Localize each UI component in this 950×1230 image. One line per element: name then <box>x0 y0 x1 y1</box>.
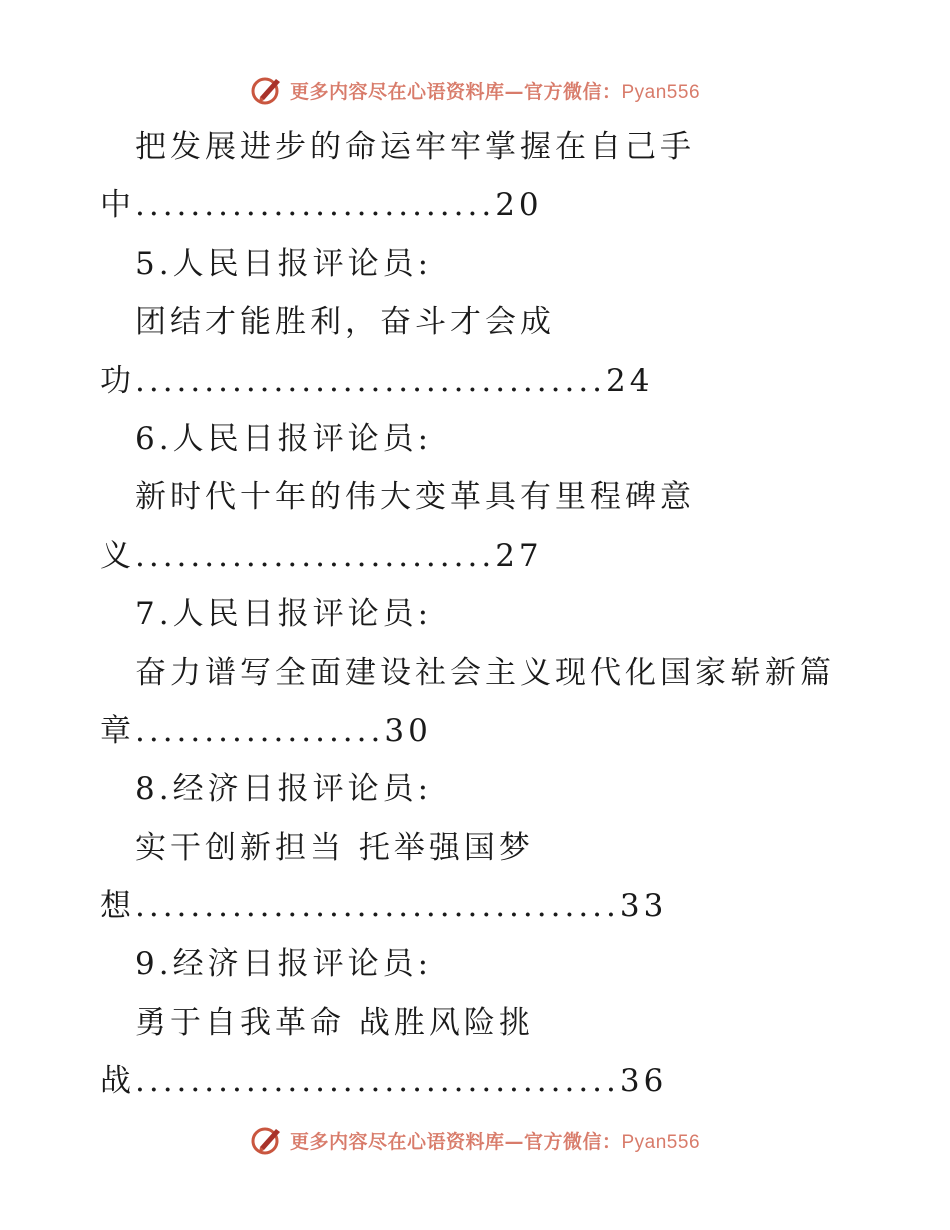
watermark-text: 更多内容尽在心语资料库—官方微信：Pyan556 <box>289 1130 701 1153</box>
header-watermark <box>0 70 950 110</box>
table-of-contents <box>0 118 950 1111</box>
pen-nib-circle-icon <box>250 73 284 107</box>
toc-title-line: 把发展进步的命运牢牢掌握在自己手 <box>135 129 695 165</box>
toc-entry-line[interactable]: 战...................................36 <box>100 1063 668 1100</box>
toc-title-line: 勇于自我革命 战胜风险挑 <box>135 1004 534 1041</box>
footer-watermark <box>0 1120 950 1160</box>
toc-title-line: 团结才能胜利，奋斗才会成 <box>135 304 555 341</box>
toc-entry-line[interactable]: 中..........................20 <box>100 187 543 224</box>
toc-title-line: 奋力谱写全面建设社会主义现代化国家崭新篇 <box>135 654 835 691</box>
toc-entry-line[interactable]: 义..........................27 <box>100 537 543 574</box>
toc-heading-line: 5.人民日报评论员: <box>135 245 433 282</box>
toc-entry-line[interactable]: 功..................................24 <box>100 362 654 399</box>
toc-heading-line: 7.人民日报评论员: <box>135 596 433 633</box>
watermark-text: 更多内容尽在心语资料库—官方微信：Pyan556 <box>289 80 701 103</box>
toc-entry-line[interactable]: 想...................................33 <box>100 888 668 925</box>
toc-heading-line: 6.人民日报评论员: <box>135 420 433 457</box>
toc-title-line: 新时代十年的伟大变革具有里程碑意 <box>135 479 695 516</box>
toc-heading-line: 9.经济日报评论员: <box>135 946 433 983</box>
pen-nib-circle-icon <box>250 1123 284 1157</box>
toc-heading-line: 8.经济日报评论员: <box>135 771 433 808</box>
toc-title-line: 实干创新担当 托举强国梦 <box>135 829 534 866</box>
toc-entry-line[interactable]: 章..................30 <box>100 712 432 749</box>
